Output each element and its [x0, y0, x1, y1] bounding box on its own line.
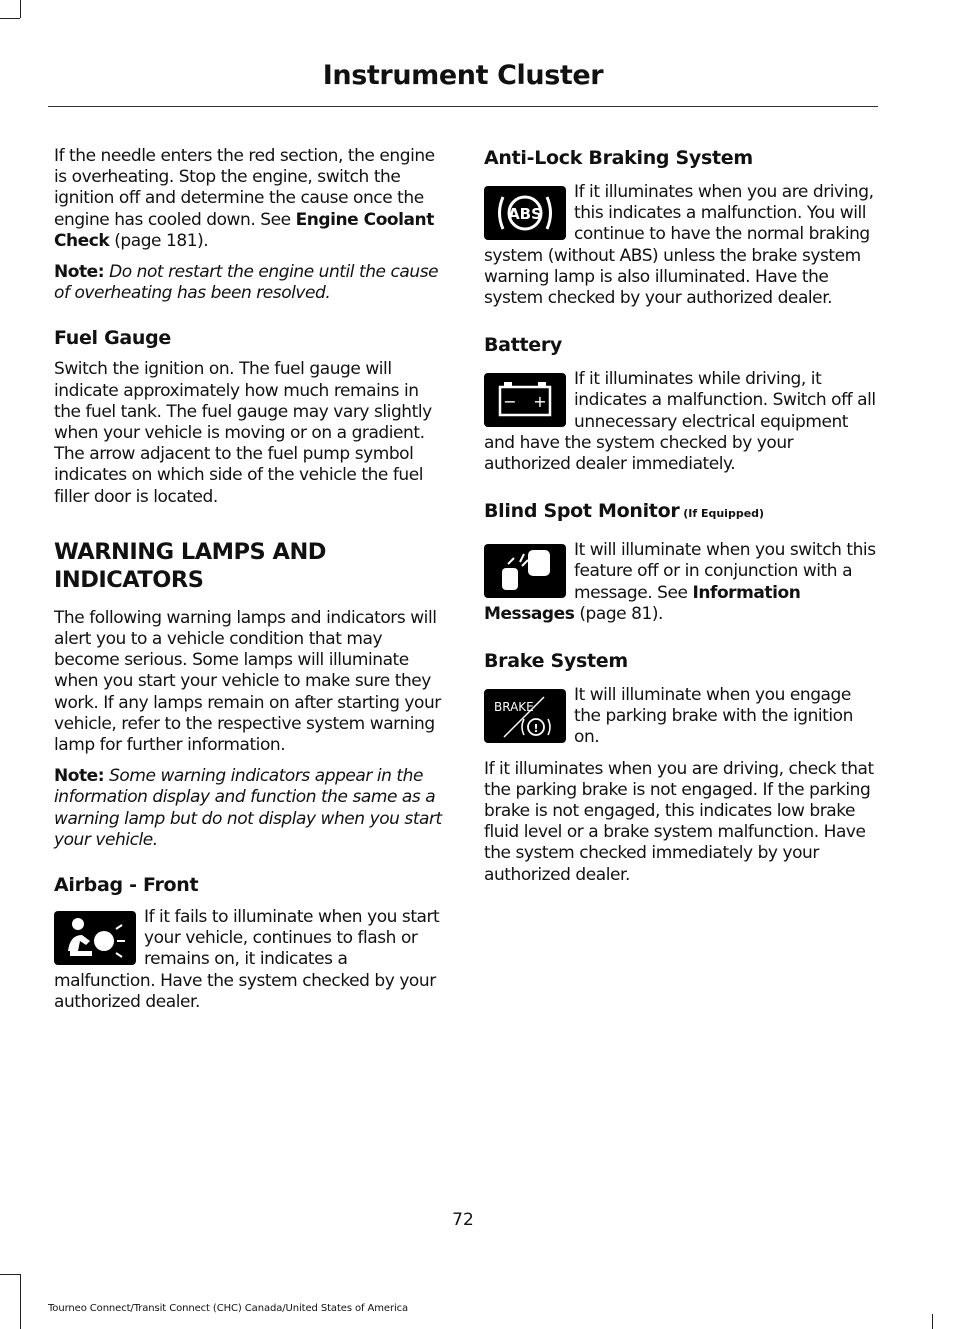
brake-icon: [484, 689, 566, 743]
page-title: Instrument Cluster: [322, 60, 604, 91]
engine-coolant-link[interactable]: Engine Coolant Check: [54, 209, 434, 251]
warning-lamps-paragraph: The following warning lamps and indicators will alert you to a vehicle condition that may become serious. Some lamps will illuminate when you start your vehicle to make sure they work. If any lamps remain on after starting your vehicle, refer to the respective system warning lamp for further information.: [54, 607, 441, 756]
abs-section: [484, 182, 876, 309]
crop-mark: [20, 1274, 21, 1329]
brake-icon-exclamation: !: [533, 722, 539, 736]
airbag-paragraph: If it fails to illuminate when you start your vehicle, continues to flash or remains on, it indicates a malfunction. Have the system checked by your authorized dealer.: [54, 907, 440, 1012]
battery-icon: [484, 373, 566, 427]
right-column: [484, 146, 876, 886]
abs-heading: Anti-Lock Braking System: [484, 147, 753, 169]
brake-icon-label: BRAKE: [494, 700, 534, 715]
battery-section: [484, 369, 876, 475]
note-indicators: Note: Some warning indicators appear in the information display and function the same as a warning lamp but do not display when you start your vehicle.: [54, 766, 442, 850]
brake-paragraph-1: It will illuminate when you engage the parking brake with the ignition on.: [574, 685, 853, 748]
brake-paragraph-2: If it illuminates when you are driving, check that the parking brake is not engaged. If the parking brake is not engaged, this indicates low brake fluid level or a brake system malfunction. Have the system checked immediately by your authorized dealer.: [484, 758, 874, 885]
footer-text: Tourneo Connect/Transit Connect (CHC) Canada/United States of America: [48, 1303, 409, 1314]
battery-paragraph: If it illuminates while driving, it indicates a malfunction. Switch off all unnecessary electrical equipment and have the system checked by your authorized dealer immediately.: [484, 369, 876, 475]
fuel-gauge-paragraph: Switch the ignition on. The fuel gauge will indicate approximately how much remains in the fuel tank. The fuel gauge may vary slightly when your vehicle is moving or on a gradient. The arrow adjacent to the fuel pump symbol indicates on which side of the vehicle the fuel filler door is located.: [54, 359, 432, 507]
crop-mark: [0, 1274, 20, 1275]
crop-mark: [0, 18, 20, 19]
fuel-gauge-heading: Fuel Gauge: [54, 327, 172, 350]
note-overheat: Note: Do not restart the engine until the cause of overheating has been resolved.: [54, 262, 439, 304]
brake-section: [484, 685, 876, 749]
airbag-icon: [54, 911, 136, 965]
brake-system-heading: Brake System: [484, 650, 628, 673]
airbag-section: [54, 907, 446, 1013]
airbag-heading: Airbag - Front: [54, 874, 199, 897]
battery-plus-label: +: [533, 392, 547, 412]
page-number: 72: [452, 1210, 474, 1230]
if-equipped-label: (If Equipped): [679, 507, 765, 521]
warning-lamps-heading: WARNING LAMPS AND INDICATORS: [54, 538, 326, 593]
abs-icon: [484, 186, 566, 240]
blind-spot-icon: [484, 544, 566, 598]
blind-spot-paragraph: It will illuminate when you switch this feature off or in conjunction with a message. See Information Messages (page 81).: [484, 540, 876, 624]
crop-mark: [20, 0, 21, 18]
blind-spot-section: [484, 540, 876, 625]
crop-mark: [932, 1314, 933, 1329]
abs-icon-label: ABS: [508, 205, 542, 223]
battery-heading: Battery: [484, 334, 563, 357]
information-messages-link[interactable]: Information Messages: [484, 582, 801, 624]
left-column: [54, 146, 446, 1013]
overheat-paragraph: If the needle enters the red section, the engine is overheating. Stop the engine, switch the ignition off and determine the cause once the engine has cooled down. See Engine Coolant Check (page 181).: [54, 146, 435, 251]
battery-minus-label: −: [503, 392, 517, 412]
blind-spot-heading: Blind Spot Monitor (If Equipped): [484, 500, 765, 523]
abs-paragraph: If it illuminates when you are driving, this indicates a malfunction. You will continue to have the normal braking system (without ABS) unless the brake system warning lamp is also illuminated. Have the system checked by your authorized dealer.: [484, 182, 874, 309]
header-divider: [48, 106, 878, 107]
